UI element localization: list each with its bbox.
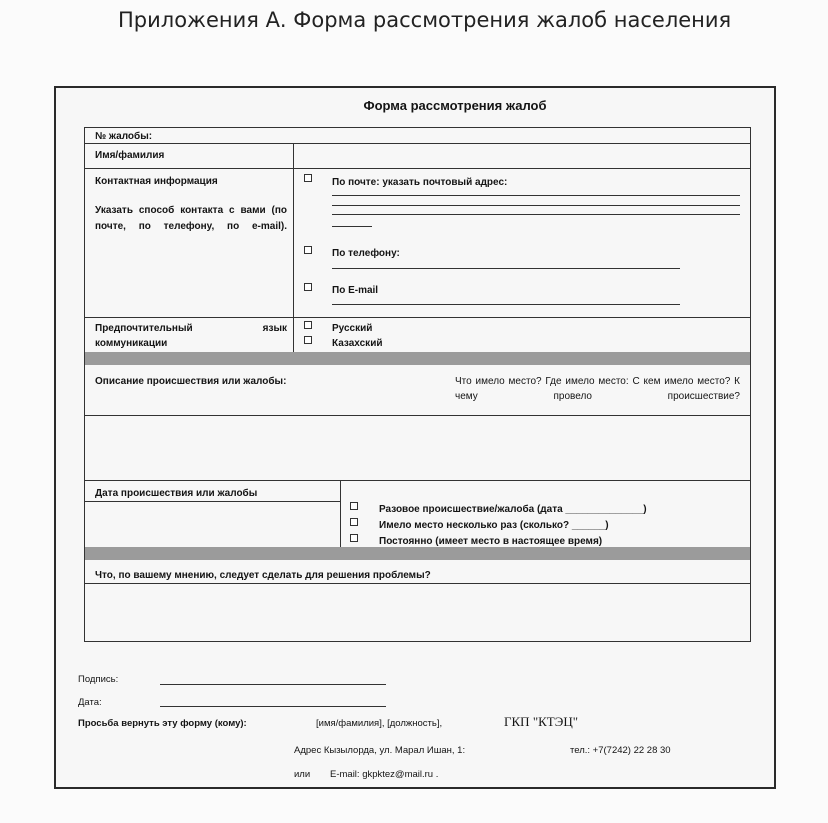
row-divider <box>85 168 750 169</box>
address-line[interactable] <box>332 214 740 215</box>
complaint-form-sheet <box>54 86 776 789</box>
name-field[interactable] <box>295 144 750 167</box>
page-heading: Приложения А. Форма рассмотрения жалоб населения <box>118 8 732 32</box>
description-field[interactable] <box>86 416 750 479</box>
kazakh-checkbox[interactable] <box>304 336 312 344</box>
address-line[interactable] <box>332 195 740 196</box>
solution-field[interactable] <box>86 584 750 640</box>
date-label: Дата происшествия или жалобы <box>95 488 258 499</box>
contact-hint: Указать способ контакта с вами (по почте, по телефону, по e-mail). <box>95 205 287 232</box>
several-option-label: Имело место несколько раз (сколько? ______) <box>379 520 609 531</box>
date-line[interactable] <box>160 706 386 707</box>
description-hint: Что имело место? Где имело место: С кем имело место? К чему провело происшествие? <box>455 376 740 402</box>
email-line[interactable] <box>332 304 680 305</box>
once-option-label: Разовое происшествие/жалоба (дата ______________) <box>379 504 647 515</box>
email-option-label: По E-mail <box>332 285 379 296</box>
ongoing-option-label: Постоянно (имеет место в настоящее время) <box>379 536 603 547</box>
email-text[interactable]: E-mail: gkpktez@mail.ru . <box>330 769 439 780</box>
or-text: или <box>294 769 311 780</box>
row-divider <box>85 317 750 318</box>
post-option-label: По почте: указать почтовый адрес: <box>332 177 508 188</box>
description-label: Описание происшествия или жалобы: <box>95 376 287 387</box>
address-text: Адрес Кызылорда, ул. Марал Ишан, 1: <box>294 745 466 756</box>
several-checkbox[interactable] <box>350 518 358 526</box>
form-table <box>84 127 751 642</box>
phone-option-label: По телефону: <box>332 248 400 259</box>
kazakh-option-label: Казахский <box>332 338 383 349</box>
solution-label: Что, по вашему мнению, следует сделать для решения проблемы? <box>95 570 431 581</box>
row-divider <box>85 501 340 502</box>
return-fields: [имя/фамилия], [должность], <box>316 718 443 729</box>
address-line[interactable] <box>332 226 372 227</box>
column-divider <box>293 143 294 352</box>
address-line[interactable] <box>332 205 740 206</box>
once-checkbox[interactable] <box>350 502 358 510</box>
shaded-separator <box>85 547 750 560</box>
row-divider <box>85 480 750 481</box>
email-checkbox[interactable] <box>304 283 312 291</box>
russian-option-label: Русский <box>332 323 373 334</box>
signature-label: Подпись: <box>78 674 119 685</box>
shaded-separator <box>85 352 750 365</box>
phone-text: тел.: +7(7242) 22 28 30 <box>570 745 671 756</box>
return-label: Просьба вернуть эту форму (кому): <box>78 718 247 729</box>
complaint-number-label: № жалобы: <box>95 131 153 142</box>
signature-line[interactable] <box>160 684 386 685</box>
phone-checkbox[interactable] <box>304 246 312 254</box>
column-divider <box>340 480 341 547</box>
ongoing-checkbox[interactable] <box>350 534 358 542</box>
phone-line[interactable] <box>332 268 680 269</box>
contact-label: Контактная информация <box>95 176 218 187</box>
language-label: Предпочтительный язык коммуникации <box>95 323 287 349</box>
form-title: Форма рассмотрения жалоб <box>363 98 547 113</box>
organization-name: ГКП "КТЭЦ" <box>504 714 579 729</box>
russian-checkbox[interactable] <box>304 321 312 329</box>
name-label: Имя/фамилия <box>95 150 165 161</box>
date-footer-label: Дата: <box>78 697 102 708</box>
post-checkbox[interactable] <box>304 174 312 182</box>
